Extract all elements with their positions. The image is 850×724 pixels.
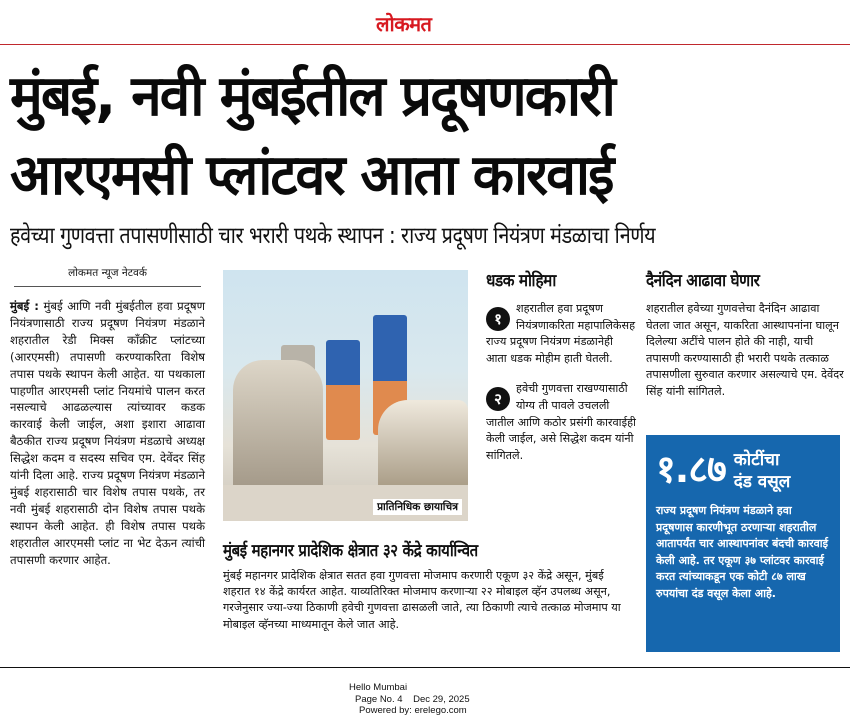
masthead-divider <box>0 44 850 45</box>
main-story-body <box>10 298 205 569</box>
number-badge: १ <box>486 307 510 331</box>
number-badge: २ <box>486 387 510 411</box>
fine-label-line-1: कोटींचा <box>733 450 780 470</box>
photo-caption: प्रातिनिधिक छायाचित्र <box>373 499 462 515</box>
headline-line-1: मुंबई, नवी मुंबईतील प्रदूषणकारी <box>10 64 614 129</box>
drive-sidebar <box>486 268 636 464</box>
dateline: मुंबई : <box>10 299 39 313</box>
daily-review-text: शहरातील हवेच्या गुणवत्तेचा दैनंदिन आढावा घेतला जात असून, याकरिता आस्थापनांना घालून दिलेल्या अटींचे पालन होते की नाही, याची तपासणी करण्यासाठी ही भरारी पथके तत्काळ तपासणीला सुरुवात करणार असल्याचे एम. देवेंदर सिंह यांनी सांगितले. <box>646 302 844 398</box>
byline: लोकमत न्यूज नेटवर्क <box>14 266 201 287</box>
headline-line-2: आरएमसी प्लांटवर आता कारवाई <box>10 143 613 208</box>
monitoring-centres-section <box>223 538 633 633</box>
monitoring-centres-title: मुंबई महानगर प्रादेशिक क्षेत्रात ३२ केंद्रे कार्यान्वित <box>223 541 478 561</box>
main-story-text: मुंबई आणि नवी मुंबईतील हवा प्रदूषण नियंत्रणासाठी राज्य प्रदूषण नियंत्रण मंडळाने शहरातील रेडी मिक्स कॉंक्रीट प्लांटच्या (आरएमसी) तपासणी करण्याकरिता विशेष तपास पथके स्थापन केली आहेत. या पथकाला पाहणीत आरएमसी प्लांट नियमांचे पालन करत नसल्याचे आढळल्यास त्यांच्यावर कडक कारवाई केली जाईल, अशा इशारा आढावा बैठकीत राज्य प्रदूषण नियंत्रण मंडळाचे अध्यक्ष सिद्धेश कदम व सदस्य सचिव एम. देवेंदर सिंह यांनी दिला आहे. राज्य प्रदूषण नियंत्रण मंडळाने मुंबई शहरासाठी चार विशेष तपास पथके, तर नवी मुंबई शहरासाठी दोन विशेष तपास पथके स्थापन केली आहेत. ही विशेष तपास पथके शहरातील आरएमसी प्लांट ना भेट देऊन त्यांची तपासणी करणार आहेत. <box>10 299 206 567</box>
drive-item-text: हवेची गुणवत्ता राखण्यासाठी योग्य ती पावले उचलली जातील आणि कठोर प्रसंगी कारवाईही केली जाईल, असे सिद्धेश कदम यांनी सांगितले. <box>486 382 636 462</box>
silo-shape <box>326 340 360 440</box>
page-footer <box>349 682 470 717</box>
drive-title: धडक मोहिमा <box>486 271 556 291</box>
fine-label-line-2: दंड वसूल <box>733 472 791 492</box>
mixer-truck-shape <box>378 400 468 490</box>
footer-divider <box>0 667 850 668</box>
drive-item-text: शहरातील हवा प्रदूषण नियंत्रणाकरिता महापालिकेसह राज्य प्रदूषण नियंत्रण मंडळानेही आता धडक मोहीम हाती घेतली. <box>486 302 636 365</box>
main-story-column <box>10 266 205 569</box>
rmc-plant-photo <box>223 270 468 521</box>
masthead <box>0 0 850 46</box>
daily-review-sidebar <box>646 268 844 401</box>
page-number-date: Page No. 4 Dec 29, 2025 <box>355 693 470 705</box>
fine-figure: १.८७ <box>656 447 726 491</box>
fine-box-text: राज्य प्रदूषण नियंत्रण मंडळाने हवा प्रदूषणास कारणीभूत ठरणाऱ्या शहरातील आतापर्यंत चार आस्थापनांवर बंदची कारवाई केली आहे. तर एकूण ३७ प्लांटवर कारवाई करत त्यांच्याकडून एक कोटी ८७ लाख रुपयांचा दंड वसूल केला आहे. <box>656 504 829 600</box>
monitoring-centres-text: मुंबई महानगर प्रादेशिक क्षेत्रात सतत हवा गुणवत्ता मोजमाप करणारी एकूण ३२ केंद्रे असून, मुंबई शहरात १४ केंद्रे कार्यरत आहेत. याव्यतिरिक्त मोजमाप करणाऱ्या २२ मोबाइल व्हॅन उपलब्ध असून, गरजेनुसार ज्या-ज्या ठिकाणी हवेची गुणवत्ता ढासळली जाते, त्या ठिकाणी त्याचे तत्काळ मोजमाप या मोबाइल व्हॅनच्या माध्यमातून केले जात आहे. <box>223 569 621 631</box>
edition-name: Hello Mumbai <box>349 682 408 693</box>
fine-collected-box <box>646 435 840 652</box>
powered-by: Powered by: erelego.com <box>359 705 467 716</box>
drive-item <box>486 301 636 367</box>
lokmat-logo: लोकमत <box>376 12 432 36</box>
daily-review-title: दैनंदिन आढावा घेणार <box>646 271 760 291</box>
subheadline: हवेच्या गुणवत्ता तपासणीसाठी चार भरारी पथके स्थापन : राज्य प्रदूषण नियंत्रण मंडळाचा निर्णय <box>10 223 656 249</box>
drive-item <box>486 381 636 464</box>
